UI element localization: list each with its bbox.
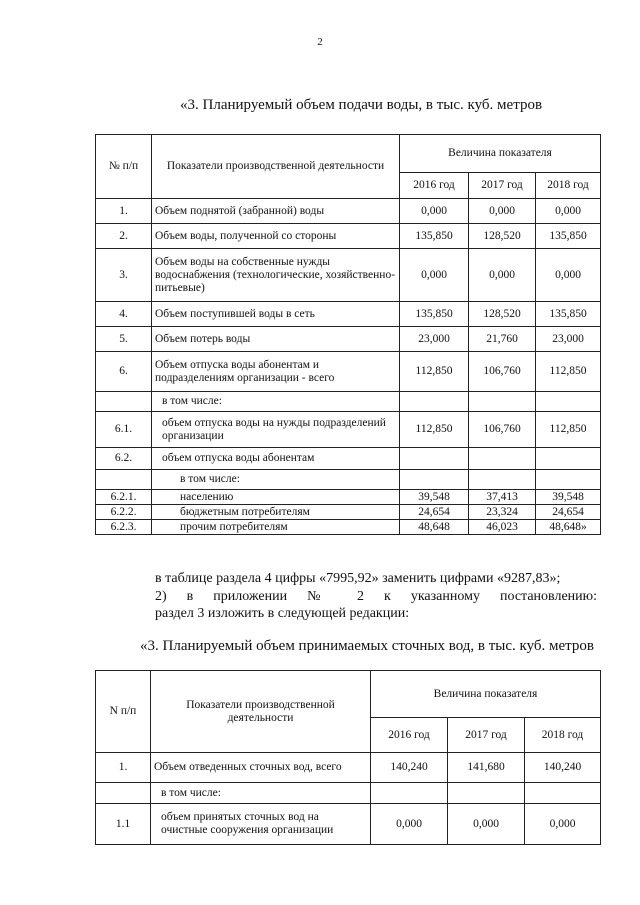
year-header: 2016 год: [371, 718, 448, 753]
value-cell: 48,648»: [536, 520, 601, 535]
value-cell: 135,850: [400, 224, 469, 249]
row-name: объем отпуска воды на нужды подразделений организации: [152, 412, 400, 448]
value-cell: 0,000: [371, 804, 448, 845]
table-row: [96, 753, 601, 783]
row-number: 6.2.2.: [96, 505, 152, 520]
value-cell: 0,000: [536, 249, 601, 302]
table-row: [96, 352, 601, 392]
col-num-header: № п/п: [96, 135, 152, 199]
value-cell: 0,000: [469, 249, 536, 302]
table-row: [96, 327, 601, 352]
value-cell: 106,760: [469, 412, 536, 448]
row-name: Объем отпуска воды абонентам и подразделениям организации - всего: [152, 352, 400, 392]
value-cell: [469, 448, 536, 470]
col-value-header: Величина показателя: [400, 135, 601, 173]
value-cell: [536, 470, 601, 490]
value-cell: 24,654: [400, 505, 469, 520]
row-number: 1.1: [96, 804, 151, 845]
row-number: 1.: [96, 199, 152, 224]
value-cell: 135,850: [536, 224, 601, 249]
year-header: 2017 год: [448, 718, 525, 753]
row-number: [96, 470, 152, 490]
paragraph-figure-change: в таблице раздела 4 цифры «7995,92» заменить цифрами «9287,83»;: [155, 571, 561, 586]
row-number: 3.: [96, 249, 152, 302]
row-number: [96, 392, 152, 412]
row-number: 6.2.1.: [96, 490, 152, 505]
row-number: 6.2.: [96, 448, 152, 470]
row-name: Объем воды на собственные нужды водоснабжения (технологические, хозяйственно-питьевые): [152, 249, 400, 302]
row-name: объем принятых сточных вод на очистные сооружения организации: [151, 804, 371, 845]
row-number: 2.: [96, 224, 152, 249]
year-header: 2018 год: [525, 718, 601, 753]
row-name: в том числе:: [151, 783, 371, 804]
value-cell: 46,023: [469, 520, 536, 535]
value-cell: 128,520: [469, 224, 536, 249]
row-number: 5.: [96, 327, 152, 352]
paragraph-appendix-2: 2) в приложении № 2 к указанному постановлению:: [155, 589, 597, 604]
row-number: 6.2.3.: [96, 520, 152, 535]
value-cell: 106,760: [469, 352, 536, 392]
page-number: 2: [317, 36, 323, 48]
row-name: Объем воды, полученной со стороны: [152, 224, 400, 249]
row-number: 6.1.: [96, 412, 152, 448]
wastewater-table: [95, 670, 601, 845]
year-header: 2016 год: [400, 173, 469, 199]
value-cell: [469, 470, 536, 490]
table-row: [96, 412, 601, 448]
value-cell: 135,850: [400, 302, 469, 327]
table-row: [96, 302, 601, 327]
row-name: Объем поднятой (забранной) воды: [152, 199, 400, 224]
row-name: объем отпуска воды абонентам: [152, 448, 400, 470]
table-row: [96, 249, 601, 302]
row-name: в том числе:: [152, 392, 400, 412]
value-cell: 0,000: [400, 249, 469, 302]
row-name: Объем поступившей воды в сеть: [152, 302, 400, 327]
value-cell: 23,000: [536, 327, 601, 352]
row-name: населению: [152, 490, 400, 505]
value-cell: [469, 392, 536, 412]
table-row: [96, 783, 601, 804]
year-header: 2018 год: [536, 173, 601, 199]
row-number: 6.: [96, 352, 152, 392]
row-name: бюджетным потребителям: [152, 505, 400, 520]
value-cell: [400, 392, 469, 412]
value-cell: 0,000: [525, 804, 601, 845]
row-number: 4.: [96, 302, 152, 327]
value-cell: [536, 448, 601, 470]
col-value-header: Величина показателя: [371, 671, 601, 718]
value-cell: 141,680: [448, 753, 525, 783]
table-row: [96, 392, 601, 412]
value-cell: 0,000: [448, 804, 525, 845]
year-header: 2017 год: [469, 173, 536, 199]
row-name: Объем отведенных сточных вод, всего: [151, 753, 371, 783]
value-cell: 140,240: [525, 753, 601, 783]
value-cell: 21,760: [469, 327, 536, 352]
value-cell: [448, 783, 525, 804]
value-cell: 23,000: [400, 327, 469, 352]
col-indicators-header: Показатели производственной деятельности: [151, 671, 371, 753]
table1-title: «3. Планируемый объем подачи воды, в тыс. куб. метров: [180, 97, 543, 113]
table-row: [96, 520, 601, 535]
row-number: 1.: [96, 753, 151, 783]
table-row: [96, 448, 601, 470]
value-cell: 24,654: [536, 505, 601, 520]
value-cell: 0,000: [469, 199, 536, 224]
value-cell: 37,413: [469, 490, 536, 505]
table-row: [96, 470, 601, 490]
value-cell: 140,240: [371, 753, 448, 783]
value-cell: 112,850: [400, 352, 469, 392]
value-cell: 112,850: [536, 352, 601, 392]
value-cell: 135,850: [536, 302, 601, 327]
paragraph-section-3: раздел 3 изложить в следующей редакции:: [155, 606, 410, 621]
value-cell: [536, 392, 601, 412]
table-row: [96, 490, 601, 505]
value-cell: 128,520: [469, 302, 536, 327]
row-number: [96, 783, 151, 804]
row-name: прочим потребителям: [152, 520, 400, 535]
table-row: [96, 199, 601, 224]
value-cell: 23,324: [469, 505, 536, 520]
value-cell: 112,850: [536, 412, 601, 448]
value-cell: 112,850: [400, 412, 469, 448]
col-num-header: N п/п: [96, 671, 151, 753]
table-row: [96, 804, 601, 845]
value-cell: [400, 470, 469, 490]
value-cell: [371, 783, 448, 804]
table-row: [96, 505, 601, 520]
value-cell: 0,000: [536, 199, 601, 224]
value-cell: [525, 783, 601, 804]
value-cell: 39,548: [400, 490, 469, 505]
value-cell: 39,548: [536, 490, 601, 505]
value-cell: 0,000: [400, 199, 469, 224]
table-row: [96, 224, 601, 249]
row-name: в том числе:: [152, 470, 400, 490]
value-cell: 48,648: [400, 520, 469, 535]
table2-title: «3. Планируемый объем принимаемых сточных вод, в тыс. куб. метров: [140, 638, 594, 654]
row-name: Объем потерь воды: [152, 327, 400, 352]
value-cell: [400, 448, 469, 470]
water-supply-table: [95, 134, 601, 535]
col-indicators-header: Показатели производственной деятельности: [152, 135, 400, 199]
